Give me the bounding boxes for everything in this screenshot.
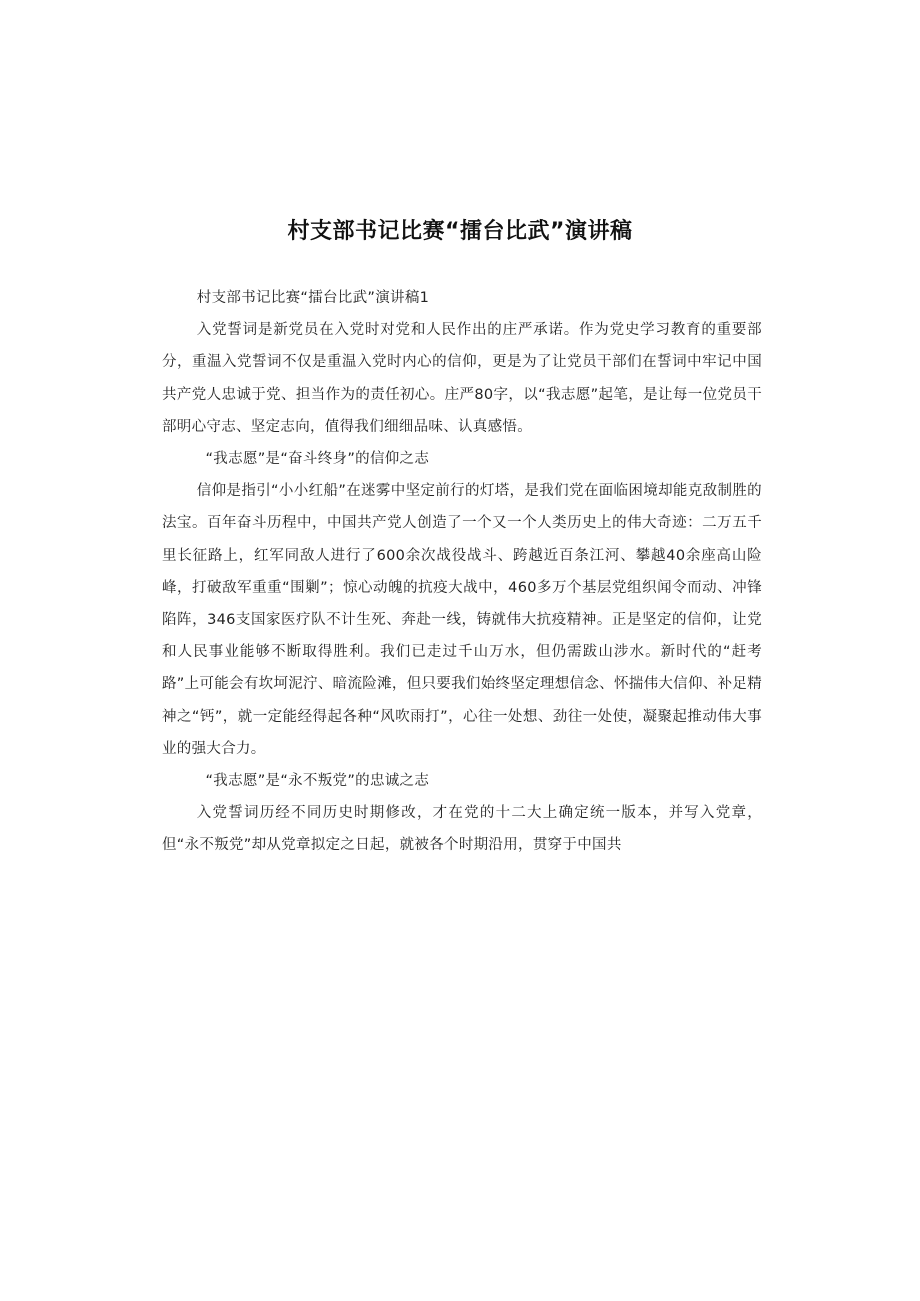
paragraph-intro: 入党誓词是新党员在入党时对党和人民作出的庄严承诺。作为党史学习教育的重要部分，重温入党誓词不仅是重温入党时内心的信仰，更是为了让党员干部们在誓词中牢记中国共产党人忠诚于党、担当作为的责任初心。庄严80字，以“我志愿”起笔，是让每一位党员干部明心守志、坚定志向，值得我们细细品味、认真感悟。: [162, 322, 762, 435]
document-title: 村支部书记比赛“擂台比武”演讲稿: [287, 219, 633, 244]
document-body: [162, 282, 762, 862]
paragraph-loyalty: 入党誓词历经不同历史时期修改，才在党的十二大上确定统一版本，并写入党章，但“永不叛党”却从党章拟定之日起，就被各个时期沿用，贯穿于中国共: [162, 805, 762, 854]
paragraph-faith: 信仰是指引“小小红船”在迷雾中坚定前行的灯塔，是我们党在面临困境却能克敌制胜的法宝。百年奋斗历程中，中国共产党人创造了一个又一个人类历史上的伟大奇迹：二万五千里长征路上，红军同敌人进行了600余次战役战斗、跨越近百条江河、攀越40余座高山险峰，打破敌军重重“围剿”；惊心动魄的抗疫大战中，460多万个基层党组织闻令而动、冲锋陷阵，346支国家医疗队不计生死、奔赴一线，铸就伟大抗疫精神。正是坚定的信仰，让党和人民事业能够不断取得胜利。我们已走过千山万水，但仍需跋山涉水。新时代的“赶考路”上可能会有坎坷泥泞、暗流险滩，但只要我们始终坚定理想信念、怀揣伟大信仰、补足精神之“钙”，就一定能经得起各种“风吹雨打”，心往一处想、劲往一处使，凝聚起推动伟大事业的强大合力。: [162, 483, 762, 757]
section-heading-faith: “我志愿”是“奋斗终身”的信仰之志: [205, 451, 430, 468]
paragraph-subtitle: 村支部书记比赛“擂台比武”演讲稿1: [196, 290, 430, 306]
section-heading-loyalty: “我志愿”是“永不叛党”的忠诚之志: [205, 773, 430, 790]
